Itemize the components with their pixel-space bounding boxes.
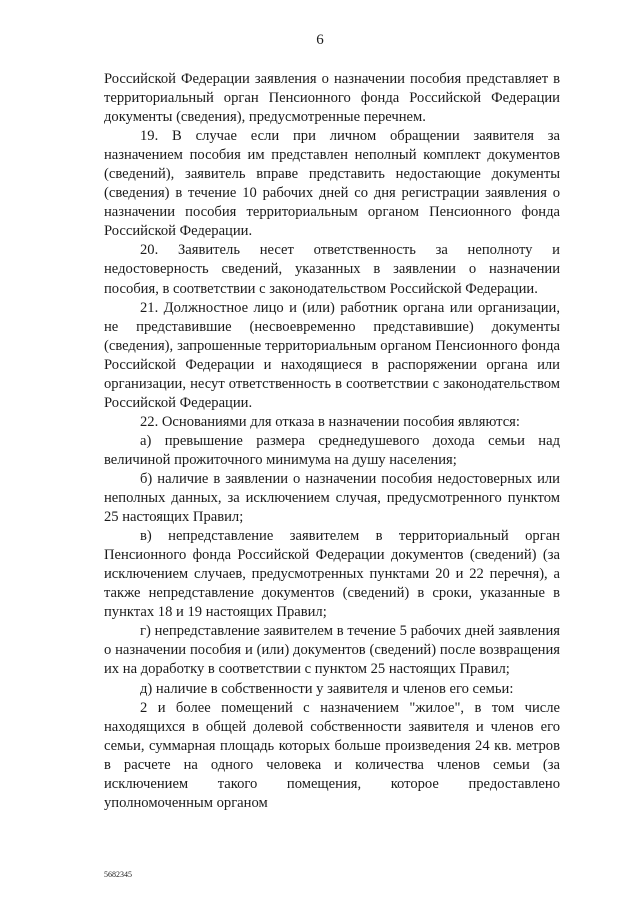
paragraph-22-d: д) наличие в собственности у заявителя и членов его семьи: (140, 680, 514, 697)
paragraph-continuation: Российской Федерации заявления о назначении пособия представляет в территориальный орган Пенсионного фонда Российской Федерации документы (сведения), предусмотренные перечнем. (104, 71, 560, 126)
document-code: 5682345 (104, 870, 132, 879)
paragraph-22-a: а) превышение размера среднедушевого дохода семьи над величиной прожиточного минимума на душу населения; (104, 432, 560, 468)
paragraph-22: 22. Основаниями для отказа в назначении пособия являются: (140, 413, 520, 430)
paragraph-21: 21. Должностное лицо и (или) работник органа или организации, не представившие (несвоевременно представившие) документы (сведения), запрошенные территориальным органом Пенсионного фонда Российской Федерации и находящиеся в распоряжении органа или организации, несут ответственность в соответствии с законодательством Российской Федерации. (104, 299, 560, 411)
paragraph-22-d-item: 2 и более помещений с назначением "жилое", в том числе находящихся в общей долевой собственности заявителя и членов его семьи, суммарная площадь которых больше произведения 24 кв. метров в расчете на одного человека и количества членов семьи (за исключением такого помещения, которое предоставлено уполномоченным органом (104, 699, 560, 811)
paragraph-22-g: г) непредставление заявителем в течение 5 рабочих дней заявления о назначении пособия и (или) документов (сведений) после возвращения их на доработку в соответствии с пунктом 25 настоящих Правил; (104, 623, 560, 678)
paragraph-22-v: в) непредставление заявителем в территориальный орган Пенсионного фонда Российской Федерации документов (сведений) (за исключением случаев, предусмотренных пунктами 20 и 22 перечня), а также непредставление документов (сведений) в сроки, указанные в пунктах 18 и 19 настоящих Правил; (104, 528, 560, 621)
paragraph-20: 20. Заявитель несет ответственность за неполноту и недостоверность сведений, указанных в заявлении о назначении пособия, в соответствии с законодательством Российской Федерации. (104, 242, 560, 297)
paragraph-19: 19. В случае если при личном обращении заявителя за назначением пособия им представлен неполный комплект документов (сведений), заявитель вправе представить недостающие документы (сведения) в течение 10 рабочих дней со дня регистрации заявления о назначении пособия территориальным органом Пенсионного фонда Российской Федерации. (104, 128, 560, 240)
document-body (104, 70, 560, 813)
page-number: 6 (316, 32, 324, 48)
paragraph-22-b: б) наличие в заявлении о назначении пособия недостоверных или неполных данных, за исключением случая, предусмотренного пунктом 25 настоящих Правил; (104, 470, 560, 526)
